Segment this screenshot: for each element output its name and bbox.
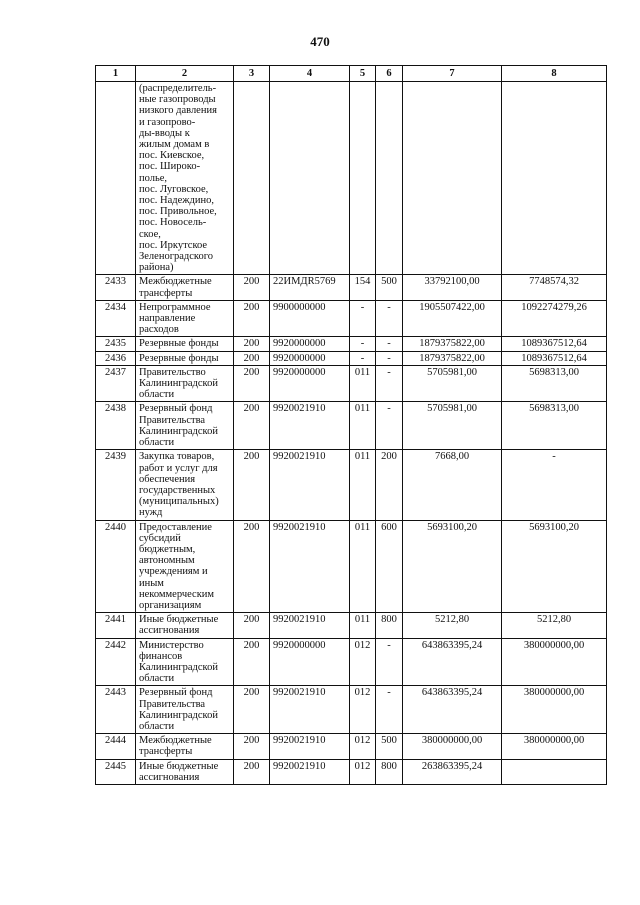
section-cell: 012	[350, 734, 376, 759]
item-name-cell: Резервный фонд Правительства Калининградской области	[136, 686, 234, 734]
table-row	[96, 638, 607, 686]
section-cell: -	[350, 300, 376, 337]
table-row	[96, 365, 607, 402]
target-article-cell: 9920021910	[270, 734, 350, 759]
row-number-cell: 2437	[96, 365, 136, 402]
target-article-cell	[270, 82, 350, 275]
executed-amount-cell: 5698313,00	[502, 365, 607, 402]
executed-amount-cell: 7748574,32	[502, 275, 607, 300]
code-cell: 200	[234, 337, 270, 351]
row-number-cell: 2438	[96, 402, 136, 450]
executed-amount-cell: 380000000,00	[502, 734, 607, 759]
target-article-cell: 9920021910	[270, 759, 350, 784]
item-name-cell: Резервные фонды	[136, 337, 234, 351]
expense-type-cell: -	[376, 365, 403, 402]
target-article-cell: 9920000000	[270, 365, 350, 402]
section-cell: 012	[350, 638, 376, 686]
executed-amount-cell: 1092274279,26	[502, 300, 607, 337]
planned-amount-cell: 380000000,00	[403, 734, 502, 759]
code-cell: 200	[234, 402, 270, 450]
item-name-cell: Министерство финансов Калининградской области	[136, 638, 234, 686]
table-row	[96, 337, 607, 351]
row-number-cell: 2444	[96, 734, 136, 759]
row-number-cell	[96, 82, 136, 275]
target-article-cell: 9920000000	[270, 337, 350, 351]
column-header: 3	[234, 66, 270, 82]
table-row	[96, 402, 607, 450]
column-header: 7	[403, 66, 502, 82]
code-cell: 200	[234, 275, 270, 300]
row-number-cell: 2436	[96, 351, 136, 365]
target-article-cell: 22ИМДR5769	[270, 275, 350, 300]
executed-amount-cell: 5212,80	[502, 613, 607, 638]
item-name-cell: Резервные фонды	[136, 351, 234, 365]
row-number-cell: 2435	[96, 337, 136, 351]
column-header: 6	[376, 66, 403, 82]
row-number-cell: 2442	[96, 638, 136, 686]
column-header: 4	[270, 66, 350, 82]
section-cell: 011	[350, 365, 376, 402]
planned-amount-cell: 7668,00	[403, 450, 502, 520]
section-cell: 154	[350, 275, 376, 300]
planned-amount-cell: 33792100,00	[403, 275, 502, 300]
target-article-cell: 9920021910	[270, 686, 350, 734]
row-number-cell: 2440	[96, 520, 136, 613]
expense-type-cell: 200	[376, 450, 403, 520]
expense-type-cell: -	[376, 402, 403, 450]
code-cell: 200	[234, 365, 270, 402]
section-cell: 011	[350, 613, 376, 638]
target-article-cell: 9920021910	[270, 450, 350, 520]
target-article-cell: 9920000000	[270, 351, 350, 365]
section-cell: 012	[350, 759, 376, 784]
expense-type-cell	[376, 82, 403, 275]
item-name-cell: Межбюджетные трансферты	[136, 275, 234, 300]
planned-amount-cell: 1905507422,00	[403, 300, 502, 337]
item-name-cell: Резервный фонд Правительства Калининградской области	[136, 402, 234, 450]
table-body	[96, 82, 607, 785]
table-row	[96, 450, 607, 520]
table-row	[96, 300, 607, 337]
planned-amount-cell: 643863395,24	[403, 638, 502, 686]
item-name-cell: Предоставление субсидий бюджетным, автономным учреждениям и иным некоммерческим организациям	[136, 520, 234, 613]
planned-amount-cell: 1879375822,00	[403, 351, 502, 365]
target-article-cell: 9920021910	[270, 402, 350, 450]
planned-amount-cell: 1879375822,00	[403, 337, 502, 351]
expense-type-cell: -	[376, 351, 403, 365]
code-cell: 200	[234, 638, 270, 686]
code-cell: 200	[234, 520, 270, 613]
item-name-cell: Закупка товаров, работ и услуг для обеспечения государственных (муниципальных) нужд	[136, 450, 234, 520]
row-number-cell: 2439	[96, 450, 136, 520]
section-cell: -	[350, 337, 376, 351]
code-cell: 200	[234, 686, 270, 734]
item-name-cell: (распределитель- ные газопроводы низкого давления и газопрово- ды-вводы к жилым домам в пос. Киевское, пос. Широко- полье, пос. Луговское, пос. Надеждино, пос. Привольное, пос. Новосель- ское, пос. Иркутское Зеленоградского района)	[136, 82, 234, 275]
executed-amount-cell: 1089367512,64	[502, 337, 607, 351]
code-cell: 200	[234, 351, 270, 365]
planned-amount-cell: 5705981,00	[403, 402, 502, 450]
executed-amount-cell: 5693100,20	[502, 520, 607, 613]
section-cell: 011	[350, 402, 376, 450]
table-row	[96, 759, 607, 784]
target-article-cell: 9900000000	[270, 300, 350, 337]
expense-type-cell: -	[376, 638, 403, 686]
column-header: 1	[96, 66, 136, 82]
executed-amount-cell: 380000000,00	[502, 686, 607, 734]
planned-amount-cell	[403, 82, 502, 275]
item-name-cell: Иные бюджетные ассигнования	[136, 759, 234, 784]
expense-type-cell: -	[376, 686, 403, 734]
planned-amount-cell: 5705981,00	[403, 365, 502, 402]
code-cell	[234, 82, 270, 275]
expense-type-cell: 800	[376, 613, 403, 638]
row-number-cell: 2434	[96, 300, 136, 337]
planned-amount-cell: 5693100,20	[403, 520, 502, 613]
target-article-cell: 9920000000	[270, 638, 350, 686]
expense-type-cell: 500	[376, 275, 403, 300]
table-row	[96, 351, 607, 365]
executed-amount-cell: 380000000,00	[502, 638, 607, 686]
table-row	[96, 82, 607, 275]
planned-amount-cell: 643863395,24	[403, 686, 502, 734]
executed-amount-cell	[502, 82, 607, 275]
row-number-cell: 2443	[96, 686, 136, 734]
executed-amount-cell	[502, 759, 607, 784]
item-name-cell: Межбюджетные трансферты	[136, 734, 234, 759]
row-number-cell: 2441	[96, 613, 136, 638]
executed-amount-cell: 5698313,00	[502, 402, 607, 450]
budget-table	[95, 65, 607, 785]
row-number-cell: 2445	[96, 759, 136, 784]
expense-type-cell: 600	[376, 520, 403, 613]
planned-amount-cell: 263863395,24	[403, 759, 502, 784]
planned-amount-cell: 5212,80	[403, 613, 502, 638]
code-cell: 200	[234, 759, 270, 784]
table-row	[96, 734, 607, 759]
page-number: 470	[310, 34, 330, 49]
code-cell: 200	[234, 300, 270, 337]
executed-amount-cell: -	[502, 450, 607, 520]
row-number-cell: 2433	[96, 275, 136, 300]
column-header: 8	[502, 66, 607, 82]
table-row	[96, 520, 607, 613]
target-article-cell: 9920021910	[270, 520, 350, 613]
code-cell: 200	[234, 613, 270, 638]
executed-amount-cell: 1089367512,64	[502, 351, 607, 365]
expense-type-cell: 500	[376, 734, 403, 759]
item-name-cell: Правительство Калининградской области	[136, 365, 234, 402]
table-row	[96, 275, 607, 300]
section-cell: 012	[350, 686, 376, 734]
item-name-cell: Непрограммное направление расходов	[136, 300, 234, 337]
header-row	[96, 66, 607, 82]
section-cell: 011	[350, 450, 376, 520]
section-cell: -	[350, 351, 376, 365]
section-cell: 011	[350, 520, 376, 613]
code-cell: 200	[234, 450, 270, 520]
item-name-cell: Иные бюджетные ассигнования	[136, 613, 234, 638]
code-cell: 200	[234, 734, 270, 759]
table-row	[96, 686, 607, 734]
target-article-cell: 9920021910	[270, 613, 350, 638]
expense-type-cell: 800	[376, 759, 403, 784]
expense-type-cell: -	[376, 337, 403, 351]
column-header: 2	[136, 66, 234, 82]
column-header: 5	[350, 66, 376, 82]
section-cell	[350, 82, 376, 275]
expense-type-cell: -	[376, 300, 403, 337]
table-row	[96, 613, 607, 638]
